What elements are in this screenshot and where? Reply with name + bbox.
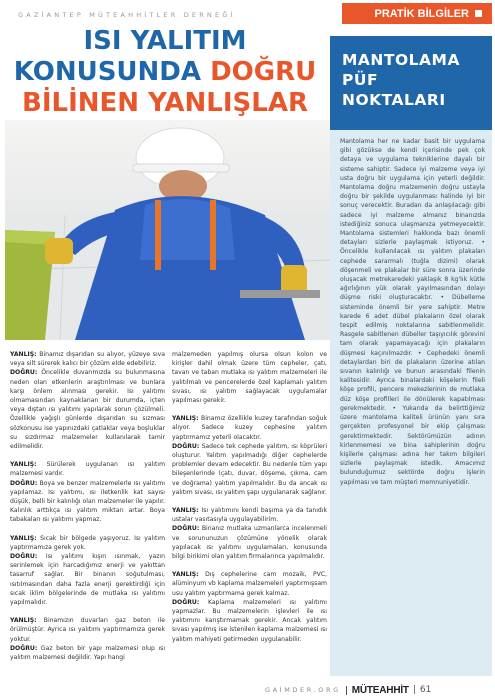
sidebar-title-line-2: PÜF <box>342 71 379 89</box>
paragraph-text: Binamız özellikle kuzey tarafından soğuk alıyor. Sadece kuzey cephesine yalıtım yaptırmamız yeterli olacaktır. <box>172 415 327 441</box>
label: YANLIŞ: <box>172 571 199 579</box>
label: DOĞRU: <box>172 598 200 606</box>
paragraph-text: Sadece tek cephede yalıtım, ısı köprüleri oluşturur. Yalıtım yapılmadığı diğer cephelerde problemler devam edecektir. Bu nedenle tüm yapı bileşenlerinde (çatı, duvar, döşeme, çıkma, cam ve doğrama) yalıtım yapılmalıdır. Bu da ancak ısı yalıtım sıvası, ısı yalıtım şapı uygulanarak sağlanır. <box>172 442 328 496</box>
title-line-2 <box>0 57 330 88</box>
page-footer <box>265 684 495 696</box>
paragraph-text: Sürülerek uygulanan ısı yalıtım malzemesi vardır. <box>10 461 166 478</box>
paragraph-text: Gaz beton bir yapı malzemesi olup ısı yalıtım malzemesi değildir. Yapı hangi <box>10 644 166 662</box>
paragraph-text: malzemeden yapılmış olursa olsun kolon ve kirişler dahil olmak üzere tüm cepheler, çatı, tavan ve taban mutlaka ısı yalıtım malzemeleri ile yalıtılmalı ve pencerelerde özel kaplamalı yalıtım sıvası, ısı yalıtım sağlayacak uygulamalar yapılması gerekir. <box>172 351 327 405</box>
paragraph <box>10 460 165 524</box>
label: DOĞRU: <box>172 442 200 450</box>
paragraph-text: Öncelikle duvarımızda su bulunmasına neden olan etkenlerin araştırılması ve bunlara karşı önlem alınması gerekir. Isı yalıtımı olmamasından kaynaklanan bir durumda, içten veya dıştan ısı yalıtımı yapılarak sorun çözülmeli. Özellikle yağışlı günlerde dışarıdan su sızması sözkonusu ise yapınızdaki çatlaklar veya boşluklar su sızdırmaz malzemeler kullanılarak tamir edilmelidir. <box>10 369 165 451</box>
title-line-2-a: KONUSUNDA <box>13 57 211 87</box>
worker-photo <box>5 120 330 340</box>
association-name: GAZİANTEP MÜTEAHHİTLER DERNEĞİ <box>18 11 236 19</box>
label: YANLIŞ: <box>10 351 37 358</box>
paragraph-text: Dış cephelerine cam mozaik, PVC, alüminyum vb kaplama malzemeleri yaptırmışsam usu yalıtım yaptırmama gerek kalmaz. <box>172 571 328 597</box>
paragraph-text: Boya ve benzer malzemelerle ısı yalıtımı yapılamaz. Isı yalıtımı, ısı iletkenlik kat sayısı düşük, belli bir kalınlığı olan malzemeler ile yapılır. Kalınlık arttıkça ısı yalıtım miktarı artar. Boya tabakaları ısı yalıtımı yapmaz. <box>10 479 166 524</box>
label: YANLIŞ: <box>10 534 37 542</box>
title-line-1: ISI YALITIM <box>83 26 247 56</box>
paragraph-text: Binamız dışarıdan su alıyor, yüzeye sıva veya silt sürerek kalıcı bir çözüm elde edebiliriz. <box>10 351 165 368</box>
paragraph <box>172 506 327 561</box>
paragraph-text: Binamızın duvarları gaz beton ile örülmüştür. Ayrıca ısı yalıtımı yaptırmamıza gerek yoktur. <box>10 617 165 643</box>
label: DOĞRU: <box>10 479 38 487</box>
paragraph-text: Isı yalıtımı kışın ısınmak, yazın serinlemek için harcadığımız enerji ve yakıttan tasarruf sağlar. Bir binanın soğutulması, ısıtılmasından daha fazla enerji gerektirdiği için sıcak iklim bölgelerinde de mutlaka ısı yalıtımı yapılmalıdır. <box>10 553 165 607</box>
footer-brand: MÜTEAHHİT <box>351 684 409 696</box>
label: DOĞRU: <box>10 369 38 377</box>
paragraph <box>172 350 327 405</box>
section-tab <box>342 3 492 24</box>
sidebar-title-line-3: NOKTALARI <box>342 91 446 109</box>
section-tab-label: PRATİK BİLGİLER <box>374 7 469 20</box>
article-title <box>0 26 330 119</box>
label: DOĞRU: <box>172 525 200 533</box>
label: YANLIŞ: <box>172 415 199 423</box>
sidebar-title <box>330 36 492 130</box>
paragraph-text: Kaplama malzemeleri ısı yalıtımı yapmazlar. Bu malzemelerin işlevleri ile ısı yalıtımını karıştırmamak gerekir. Ancak yalıtım sıvası yapılmış ise istenilen kaplama malzemesi ısı yalıtım mahiyeti getirmeden uygulanabilir. <box>172 598 327 643</box>
square-icon <box>475 10 482 17</box>
paragraph <box>172 414 327 497</box>
paragraph-text: Sıcak bir bölgede yaşıyoruz. Isı yalıtım yaptırmamıza gerek yok. <box>10 534 166 551</box>
sidebar-text: Mantolama her ne kadar basit bir uygulama gibi gözükse de kendi içerisinde pek çok detaya ve uygulama tekniklerine dayalı bir sisteme sahiptir. Sadece iyi malzeme veya iyi usta doğru bir uygulama için yeterli değildir. Mantolama doğru malzemenin doğru ustayla doğru bir şekilde uygulanması halinde iyi bir sonuç verecektir. Buradan da anlaşılacağı gibi sadece iyi malzeme almanız binanızda istediğiniz sonuca ulaşmanıza yetmeyecektir. Mantolama sistemleri hakkında bazı önemli detayları sizlerle paylaşmak istiyoruz. • Öncelikle kullanılacak ısı yalıtım plakaları cephede sararmalı (tuğla dizimi) olarak döşenmeli ve plakalar bir süre sonra üzerinde oluşacak metrekaredeki yaklaşık 8 kg'lık kütle ağırlığının yük olarak yayılmasından dolayı düşme riski oluşturacaktır. • Dübelleme sisteminde önemli bir yere sahiptir. Metre karede 6 adet dübel plakaların özel olarak tespit edilmiş noktalarına sabitlenmelidir. Rasgele sabitlenen dübeller taşıyıcılık görevini tam olarak yapamayacağı için plakaların düşmesi kaçınılmazdır. • Cephedeki önemli detaylardan biri de plakaların üzerine atılan sıvanın kalınlığı ve bunun arasındaki filenin kalitesidir. Ayrıca binalardaki köşelerin fileli köşe profili, pencere mekezlerinin de mutlaka düz köşe profilleri ile dönülerek kapatılması gerekmektedir. • Yukarıda da belirttiğimiz üzere mantolama kaliteli ürünün yanı sıra gerçekten profesyonel bir ekip çalışması gerektirmektedir. Sektörümüzün adının kirlenmemesi ve bina sahiplerinin doğru kişilerle çalışması adına her takım bilgileri sizlerle paylaşmak istedik. Amacımız bulunduğumuz sektörde doğru işlerin yapılması ve tam müşteri memnuniyetidir. <box>340 138 485 486</box>
footer-site: GAİMDER.ORG <box>265 686 341 694</box>
paragraph-text: Binanız mutlaka uzmanlarca incelenmeli ve sorununuzun çözümüne yönelik olarak yapılacak ısı yalıtımı uygulamaları, konusunda bilgi birikimi olan yalıtım firmalarınca yapılmalıdır. <box>172 525 328 561</box>
column-middle <box>172 350 327 653</box>
column-left <box>10 350 165 671</box>
paragraph-text: Isı yalıtımını kendi başıma ya da tanıdık ustalar vasıtasıyla uygulayabilirim. <box>172 507 328 524</box>
paragraph <box>10 616 165 662</box>
footer-divider <box>346 686 347 695</box>
paragraph <box>172 570 327 644</box>
title-line-2-b: DOĞRU <box>210 57 317 87</box>
page-number: 61 <box>419 685 432 695</box>
worker-illustration <box>5 120 330 340</box>
label: DOĞRU: <box>10 553 38 561</box>
label: DOĞRU: <box>10 644 38 652</box>
paragraph <box>10 350 165 451</box>
paragraph <box>10 534 165 608</box>
label: YANLIŞ: <box>10 461 37 469</box>
label: YANLIŞ: <box>10 617 37 625</box>
sidebar-title-line-1: MANTOLAMA <box>342 51 460 69</box>
title-line-3: BİLİNEN YANLIŞLAR <box>22 88 308 118</box>
label: YANLIŞ: <box>172 507 199 515</box>
page-number-separator: | <box>412 685 416 695</box>
